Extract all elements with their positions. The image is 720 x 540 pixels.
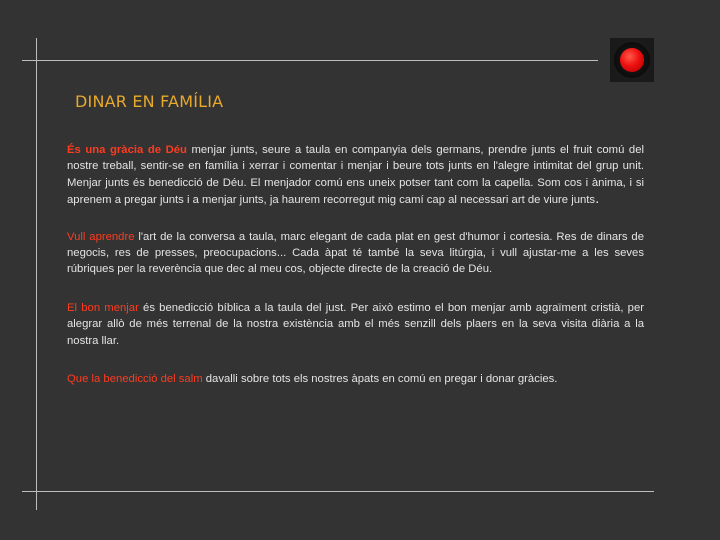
- paragraph-2: [67, 229, 644, 278]
- paragraph-3: [67, 300, 644, 349]
- paragraph-1: [67, 142, 644, 209]
- left-rule: [36, 38, 37, 510]
- top-rule: [22, 60, 598, 61]
- paragraph-3-highlight: El bon menjar: [67, 301, 139, 314]
- paragraph-1-end: .: [595, 190, 600, 208]
- paragraph-2-text: l'art de la conversa a taula, marc elegant de cada plat en gest d'humor i cortesia. Res de dinars de negocis, res de presses, preocupacions... Cada àpat té també la seva litúrgia, i vull ajustar-me a les seves rúbriques per la reverència que dec al meu cos, objecte directe de la creació de Déu.: [67, 230, 644, 276]
- paragraph-2-highlight: Vull aprendre: [67, 230, 135, 243]
- paragraph-4-text: davalli sobre tots els nostres àpats en comú en pregar i donar gràcies.: [202, 373, 558, 386]
- paragraph-1-text: menjar junts, seure a taula en companyia dels germans, prendre junts el fruit comú del nostre treball, sentir-se en família i xerrar i comentar i menjar i beure tots junts en l'alegre intimitat del grup unit. Menjar junts és benedicció de Déu. El menjador comú ens uneix potser tant com la capella. Som cos i ànima, i si aprenem a pregar junts i a menjar junts, ja haurem recorregut mig camí cap al necessari art de viure junts: [67, 144, 644, 207]
- emblem-ring: [614, 42, 650, 78]
- bottom-rule: [22, 491, 654, 492]
- paragraph-3-text: és benedicció bíblica a la taula del just. Per això estimo el bon menjar amb agraïment cristià, per alegrar allò de més terrenal de la nostra existència amb el més senzill dels plaers en la seva visita diària a la nostra llar.: [67, 301, 645, 347]
- paragraph-4: [67, 371, 644, 387]
- body-text: [67, 142, 644, 409]
- red-circle-icon: [610, 38, 654, 82]
- paragraph-1-highlight: És una gràcia de Déu: [67, 144, 187, 156]
- page-title: DINAR EN FAMÍLIA: [75, 92, 224, 111]
- paragraph-4-highlight: Que la benedicció del salm: [67, 373, 203, 386]
- emblem-core: [620, 48, 644, 72]
